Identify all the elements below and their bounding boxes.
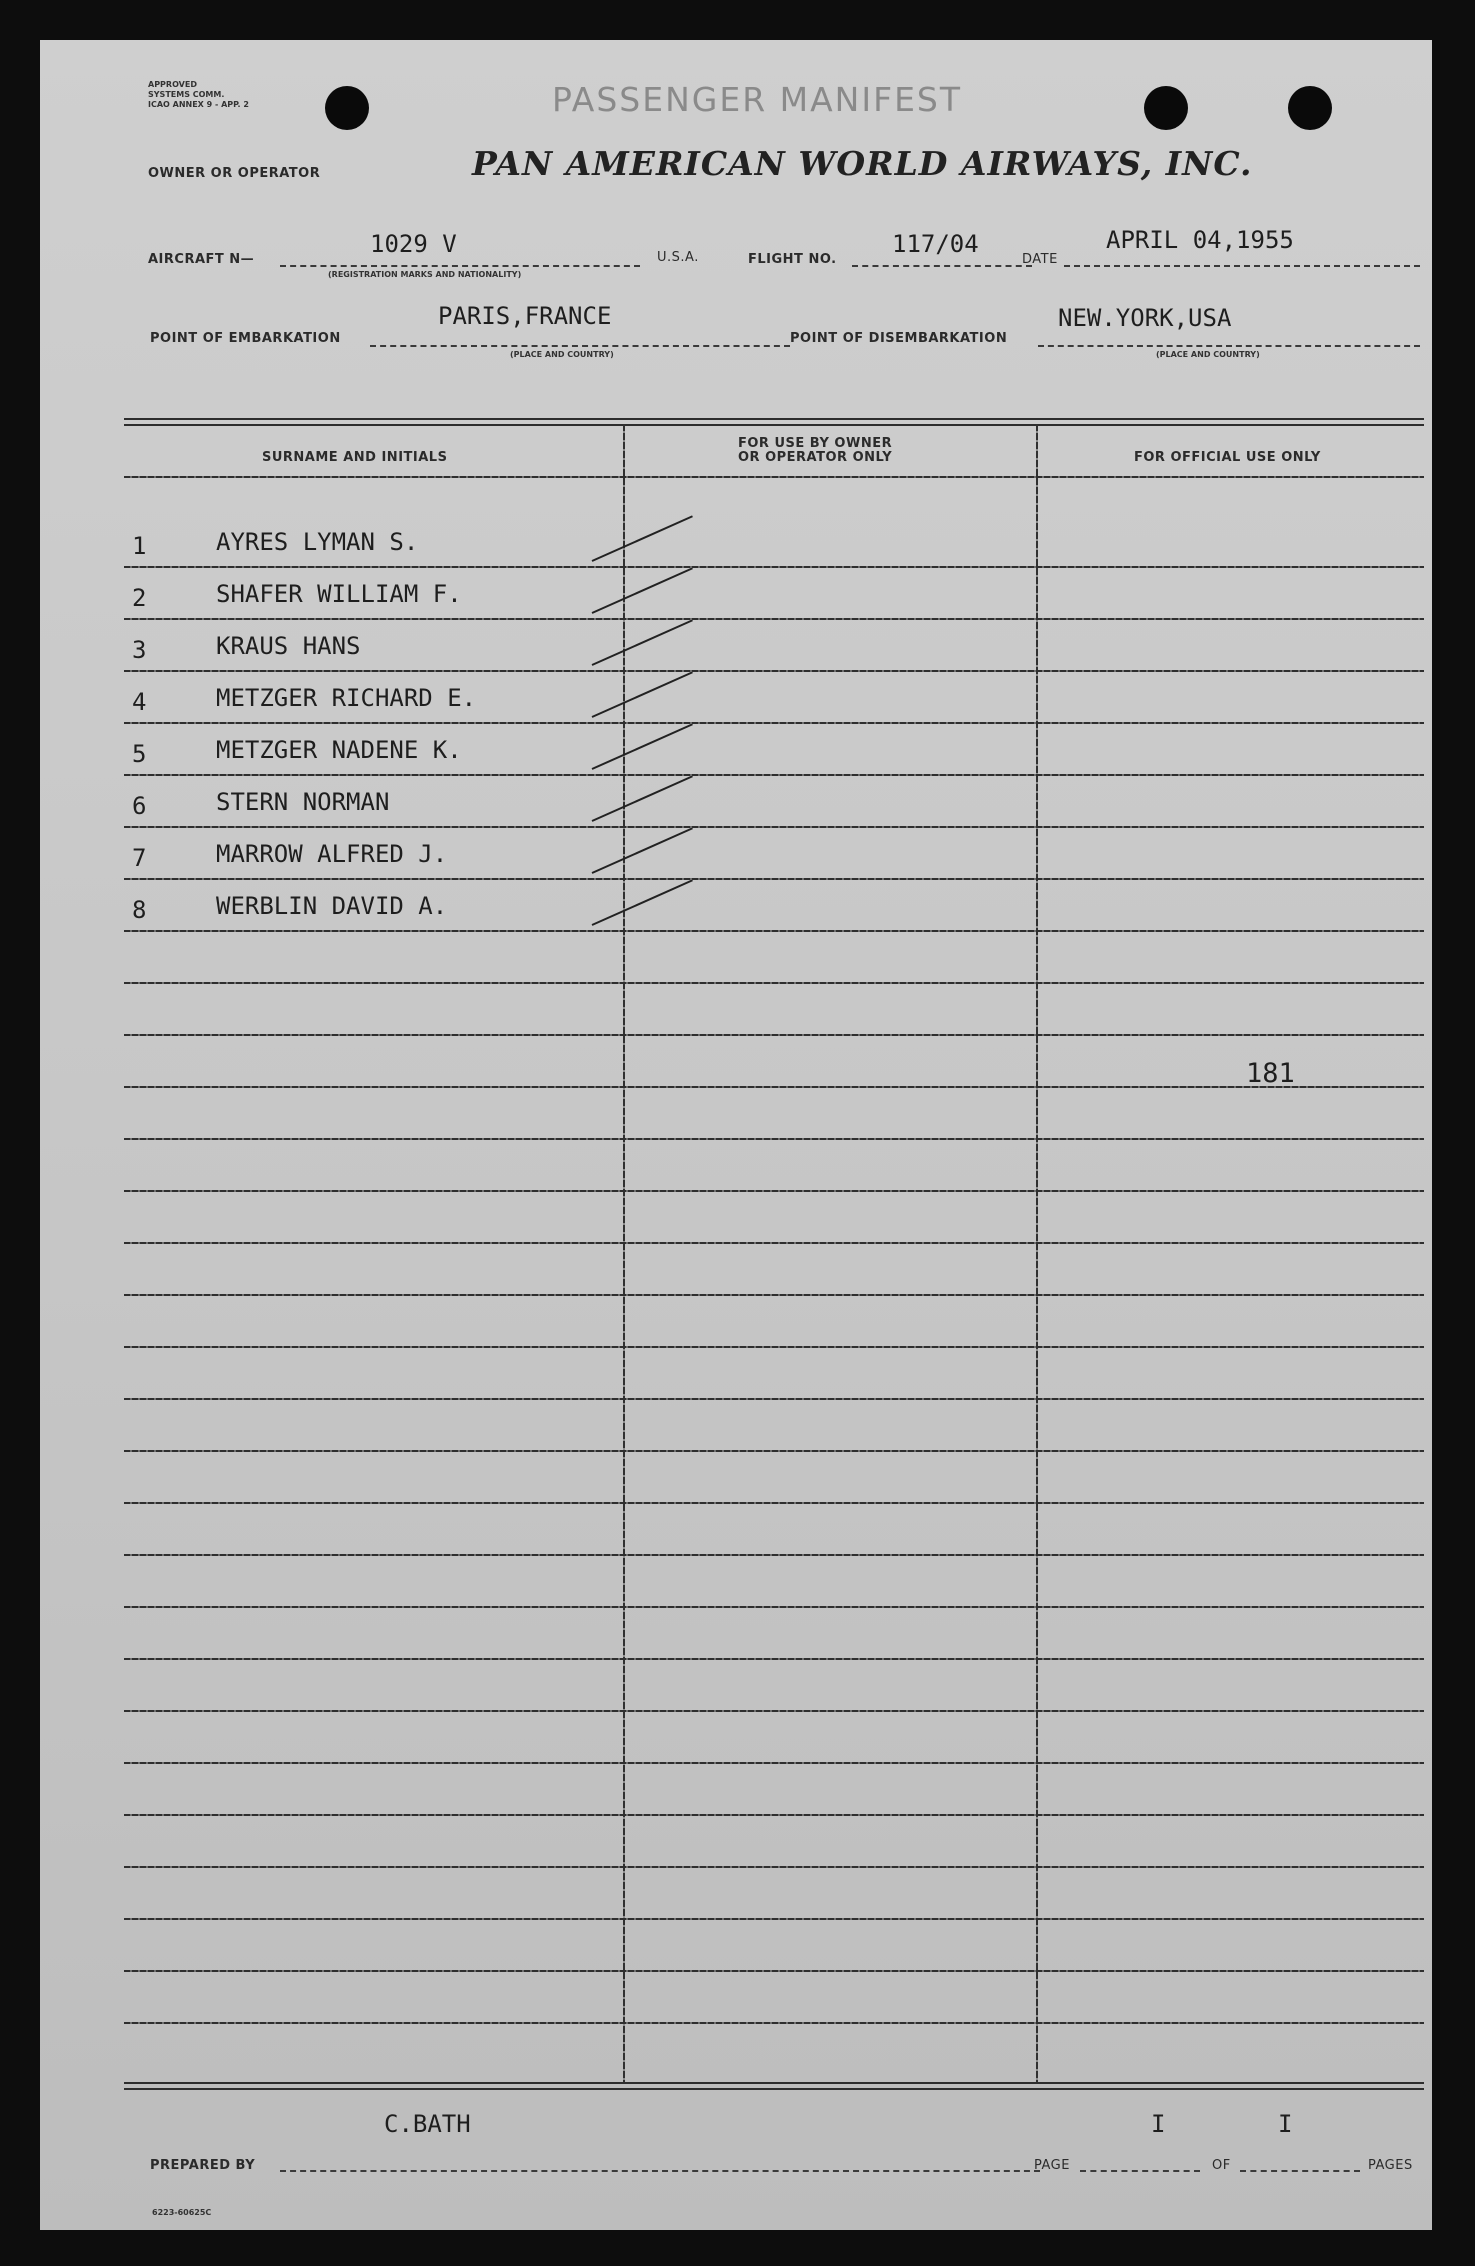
ruled-line: [124, 1918, 1424, 1920]
airline-name: PAN AMERICAN WORLD AIRWAYS, INC.: [472, 144, 1253, 183]
passenger-name: METZGER NADENE K.: [216, 736, 462, 764]
ruled-line: [124, 826, 1424, 828]
check-mark: [592, 723, 693, 770]
passenger-name: WERBLIN DAVID A.: [216, 892, 448, 920]
prepared-by-value: C.BATH: [384, 2110, 471, 2138]
ruled-line: [124, 1190, 1424, 1192]
passenger-name: AYRES LYMAN S.: [216, 528, 419, 556]
row-number: 1: [132, 532, 147, 560]
approval-line-2: SYSTEMS COMM.: [148, 90, 225, 99]
passenger-name: MARROW ALFRED J.: [216, 840, 448, 868]
row-number: 4: [132, 688, 147, 716]
ruled-line: [124, 618, 1424, 620]
check-mark: [592, 567, 693, 614]
approval-line-1: APPROVED: [148, 80, 197, 89]
form-title: PASSENGER MANIFEST: [552, 80, 963, 119]
ruled-line: [124, 1970, 1424, 1972]
embarkation-place-note: (PLACE AND COUNTRY): [510, 350, 614, 359]
aircraft-value: 1029 V: [370, 230, 457, 258]
owner-label: OWNER OR OPERATOR: [148, 166, 321, 181]
of-label: OF: [1212, 2158, 1231, 2173]
form-number: 6223-60625C: [152, 2208, 212, 2217]
ruled-line: [124, 1138, 1424, 1140]
col-header-owner-2: OR OPERATOR ONLY: [738, 450, 893, 465]
disembarkation-label: POINT OF DISEMBARKATION: [790, 331, 1008, 346]
ruled-line: [124, 670, 1424, 672]
passenger-name: SHAFER WILLIAM F.: [216, 580, 462, 608]
aircraft-label: AIRCRAFT N—: [148, 252, 255, 267]
row-number: 5: [132, 740, 147, 768]
check-mark: [592, 879, 693, 926]
check-mark: [592, 671, 693, 718]
ruled-line: [124, 1606, 1424, 1608]
ruled-line: [124, 1034, 1424, 1036]
passenger-name: METZGER RICHARD E.: [216, 684, 477, 712]
ruled-line: [124, 1242, 1424, 1244]
punch-hole-middle: [1144, 86, 1188, 130]
date-value: APRIL 04,1955: [1106, 226, 1294, 254]
ruled-line: [124, 722, 1424, 724]
check-mark: [592, 619, 693, 666]
ruled-line: [124, 2022, 1424, 2024]
flight-label: FLIGHT NO.: [748, 252, 837, 267]
page-number: I: [1151, 2110, 1166, 2138]
ruled-line: [124, 1658, 1424, 1660]
ruled-line: [124, 930, 1424, 932]
ruled-line: [124, 878, 1424, 880]
manifest-sheet: [40, 40, 1432, 2230]
row-number: 2: [132, 584, 147, 612]
col-header-owner-1: FOR USE BY OWNER: [738, 436, 893, 451]
usa-label: U.S.A.: [657, 250, 699, 265]
punch-hole-right: [1288, 86, 1332, 130]
passenger-name: KRAUS HANS: [216, 632, 361, 660]
embarkation-label: POINT OF EMBARKATION: [150, 331, 341, 346]
ruled-line: [124, 1086, 1424, 1088]
ruled-line: [124, 1346, 1424, 1348]
passenger-name: STERN NORMAN: [216, 788, 390, 816]
flight-value: 117/04: [892, 230, 979, 258]
ruled-line: [124, 982, 1424, 984]
row-number: 7: [132, 844, 147, 872]
embarkation-value: PARIS,FRANCE: [438, 302, 612, 330]
check-mark: [592, 775, 693, 822]
row-number: 8: [132, 896, 147, 924]
ruled-line: [124, 1502, 1424, 1504]
prepared-by-label: PREPARED BY: [150, 2158, 256, 2173]
page-label: PAGE: [1034, 2158, 1070, 2173]
row-number: 3: [132, 636, 147, 664]
ruled-line: [124, 1398, 1424, 1400]
ruled-line: [124, 774, 1424, 776]
registration-note: (REGISTRATION MARKS AND NATIONALITY): [328, 270, 522, 279]
row-number: 6: [132, 792, 147, 820]
page-total: I: [1278, 2110, 1293, 2138]
ruled-line: [124, 566, 1424, 568]
col-header-surname: SURNAME AND INITIALS: [262, 450, 448, 465]
pages-label: PAGES: [1368, 2158, 1413, 2173]
check-mark: [592, 827, 693, 874]
ruled-line: [124, 1762, 1424, 1764]
ruled-line: [124, 1814, 1424, 1816]
ruled-line: [124, 1554, 1424, 1556]
ruled-line: [124, 1294, 1424, 1296]
check-mark: [592, 515, 693, 562]
date-label: DATE: [1022, 252, 1058, 267]
official-mark: 181: [1246, 1058, 1295, 1089]
punch-hole-left: [325, 86, 369, 130]
col-header-official: FOR OFFICIAL USE ONLY: [1134, 450, 1321, 465]
disembarkation-value: NEW.YORK,USA: [1058, 304, 1232, 332]
ruled-line: [124, 1866, 1424, 1868]
ruled-line: [124, 1450, 1424, 1452]
disembarkation-place-note: (PLACE AND COUNTRY): [1156, 350, 1260, 359]
ruled-line: [124, 1710, 1424, 1712]
approval-line-3: ICAO ANNEX 9 - APP. 2: [148, 100, 249, 109]
